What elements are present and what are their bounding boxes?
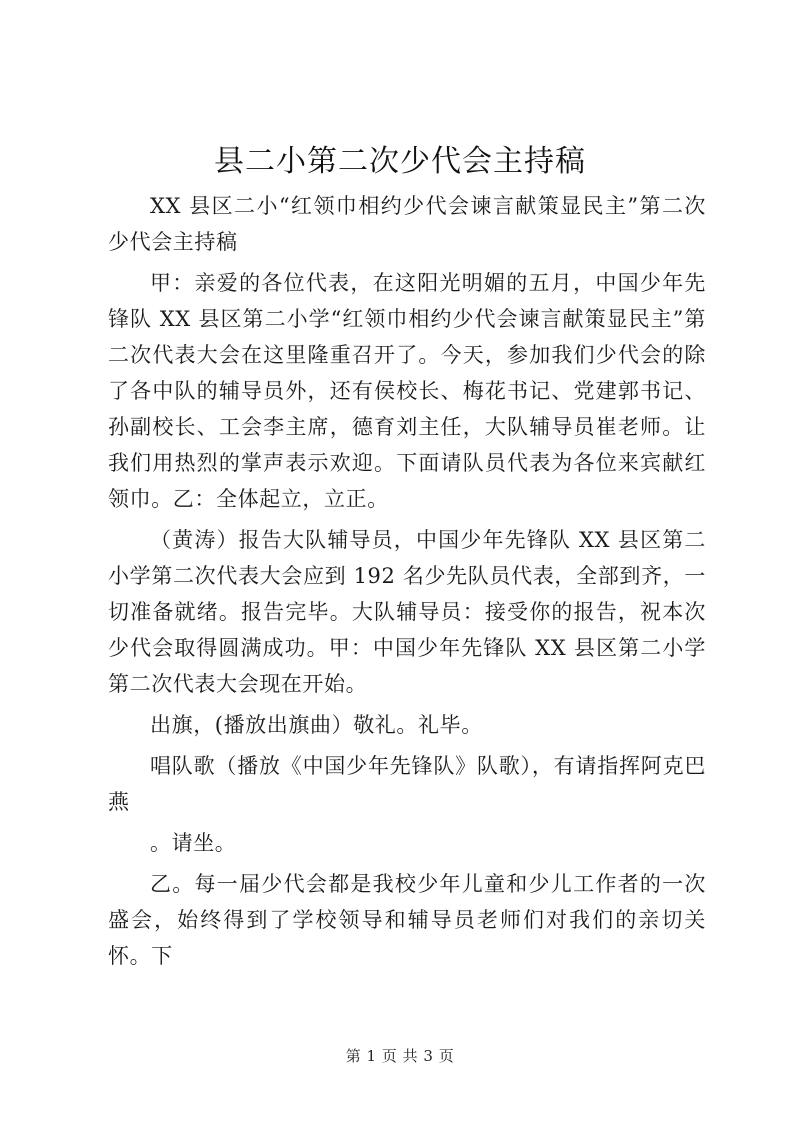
page-footer: 第 1 页 共 3 页 [345,1047,455,1065]
paragraph-opening: 甲：亲爱的各位代表，在这阳光明媚的五月，中国少年先锋队 XX 县区第二小学“红领巾相约少代会谏言献策显民主”第二次代表大会在这里隆重召开了。今天，参加我们少代会的除了各中队的辅导员外，还有侯校长、梅花书记、党建郭书记、孙副校长、工会李主席，德育刘主任，大队辅导员崔老师。让我们用热烈的掌声表示欢迎。下面请队员代表为各位来宾献红领巾。乙：全体起立，立正。 [108,271,706,511]
paragraph-sit: 。请坐。 [150,831,237,855]
paragraph-report: （黄涛）报告大队辅导员，中国少年先锋队 XX 县区第二小学第二次代表大会应到 192 名少先队员代表，全部到齐，一切准备就绪。报告完毕。大队辅导员：接受你的报告，祝本次少代会取得圆满成功。甲：中国少年先锋队 XX 县区第二小学第二次代表大会现在开始。 [108,528,706,696]
paragraph-congress: 乙。每一届少代会都是我校少年儿童和少儿工作者的一次盛会，始终得到了学校领导和辅导员老师们对我们的亲切关怀。下 [108,872,706,968]
document-title: 县二小第二次少代会主持稿 [214,144,586,179]
paragraph-anthem: 唱队歌（播放《中国少年先锋队》队歌），有请指挥阿克巴燕 [108,754,706,814]
paragraph-flag: 出旗，(播放出旗曲）敬礼。礼毕。 [150,713,483,737]
paragraph-subtitle: XX 县区二小“红领巾相约少代会谏言献策显民主”第二次少代会主持稿 [108,194,706,254]
document-body [108,188,706,979]
